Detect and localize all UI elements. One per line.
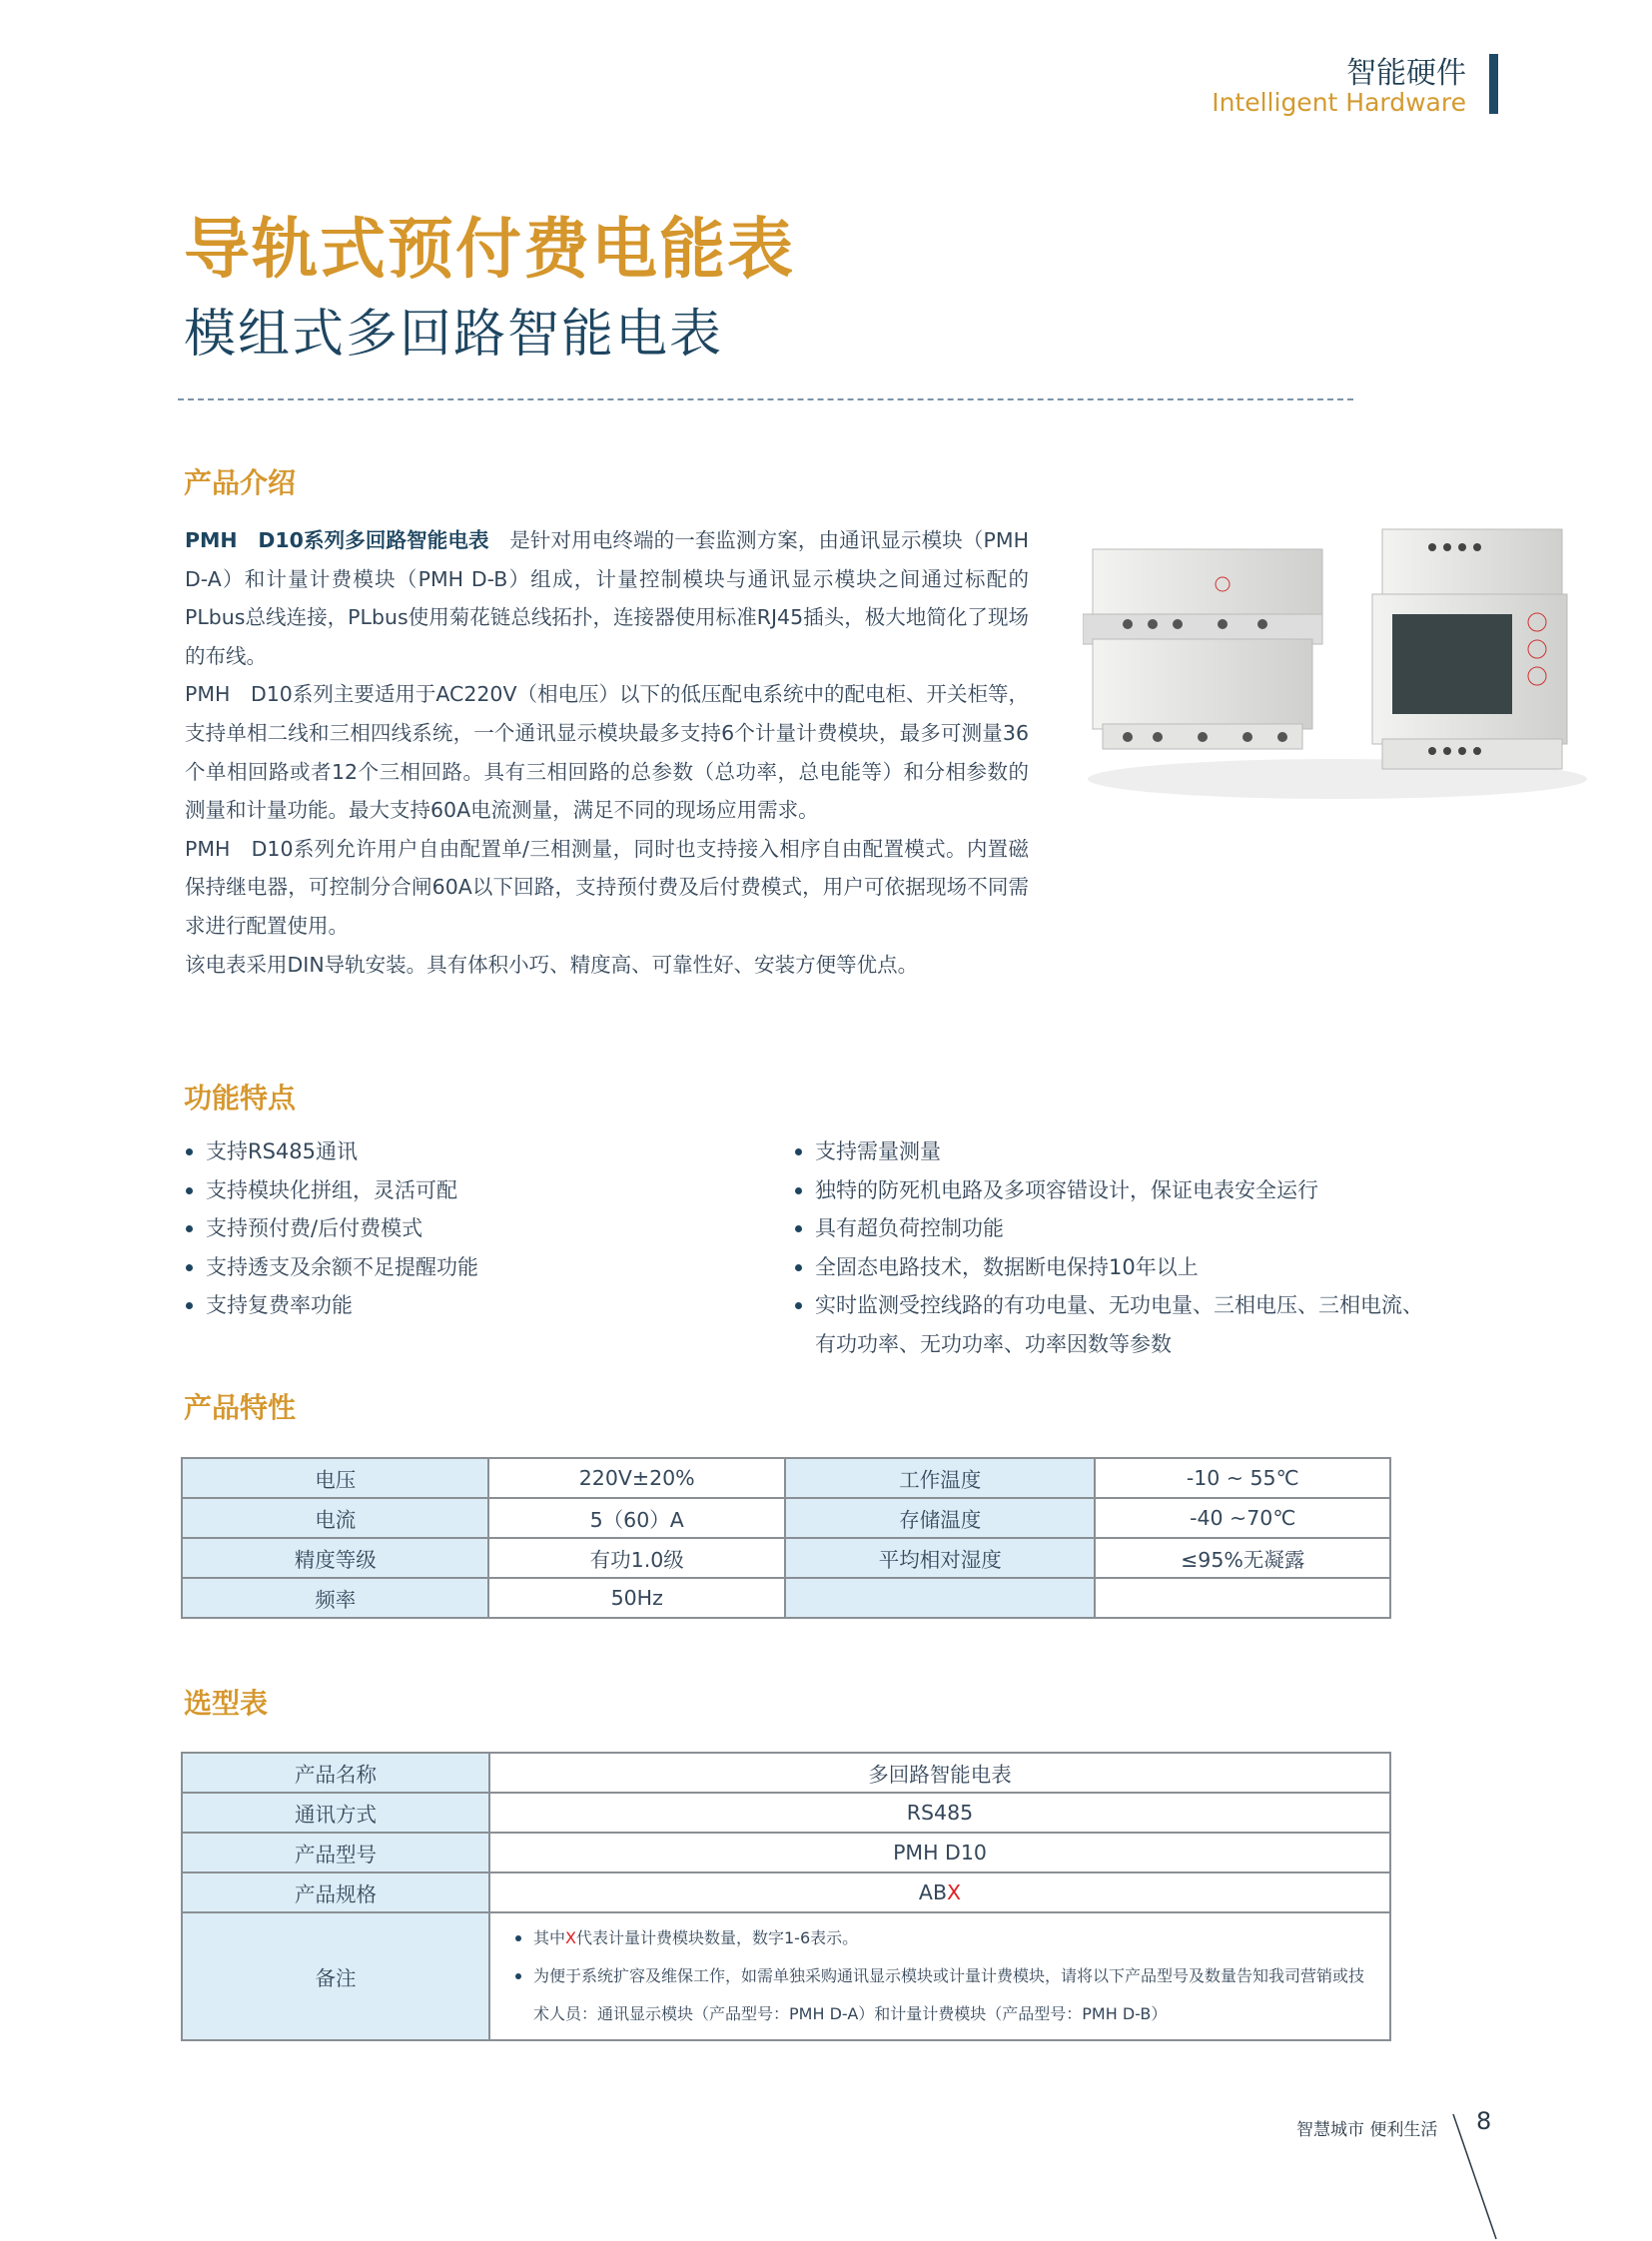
spec-variable: X (947, 1880, 962, 1904)
footer-slogan: 智慧城市 便利生活 (1296, 2120, 1438, 2140)
spec-label (785, 1578, 1095, 1618)
feature-item: 支持模块化拼组，灵活可配 (184, 1171, 743, 1210)
spec-value: -10 ~ 55℃ (1095, 1458, 1390, 1498)
spec-value: 5（60）A (488, 1498, 785, 1538)
feature-item: 支持复费率功能 (184, 1286, 743, 1325)
spec-value: 有功1.0级 (488, 1538, 785, 1578)
feature-item: 独特的防死机电路及多项容错设计，保证电表安全运行 (793, 1171, 1442, 1210)
table-row (182, 1578, 1390, 1618)
feature-item: 支持预付费/后付费模式 (184, 1209, 743, 1248)
page-number: 8 (1476, 2107, 1492, 2135)
spec-label: 精度等级 (182, 1538, 488, 1578)
product-image (1083, 519, 1592, 804)
note-text: 代表计量计费模块数量，数字1-6表示。 (575, 1928, 859, 1947)
spec-value: AB (918, 1880, 948, 1904)
selection-table (181, 1752, 1391, 2041)
table-row (182, 1538, 1390, 1578)
feature-item: 支持需量测量 (793, 1132, 1442, 1171)
page-subtitle: 模组式多回路智能电表 (184, 305, 724, 365)
intro-text (185, 521, 1029, 984)
table-row (182, 1458, 1390, 1498)
spec-value: ≤95%无凝露 (1095, 1538, 1390, 1578)
row-value (489, 1872, 1390, 1912)
table-row (182, 1833, 1390, 1872)
intro-p4: 该电表采用DIN导轨安装。具有体积小巧、精度高、可靠性好、安装方便等优点。 (185, 952, 919, 977)
table-row (182, 1912, 1390, 2040)
spec-value (1095, 1578, 1390, 1618)
header-category-en: Intelligent Hardware (1212, 88, 1466, 117)
row-label: 产品规格 (182, 1872, 489, 1912)
spec-value: -40 ~70℃ (1095, 1498, 1390, 1538)
table-row (182, 1793, 1390, 1833)
spec-label: 工作温度 (785, 1458, 1095, 1498)
section-heading-selection: 选型表 (184, 1687, 269, 1720)
intro-lead: PMH D10系列多回路智能电表 (185, 528, 489, 552)
table-row (182, 1872, 1390, 1912)
note-text: 其中 (533, 1928, 566, 1947)
spec-label: 电流 (182, 1498, 488, 1538)
spec-label: 频率 (182, 1578, 488, 1618)
notes (489, 1912, 1390, 2040)
intro-p3: PMH D10系列允许用户自由配置单/三相测量，同时也支持接入相序自由配置模式。内置磁保持继电器，可控制分合闸60A以下回路，支持预付费及后付费模式，用户可依据现场不同需求进行配置使用。 (185, 836, 1029, 938)
feature-item: 支持RS485通讯 (184, 1132, 743, 1171)
spec-label: 存储温度 (785, 1498, 1095, 1538)
feature-item: 具有超负荷控制功能 (793, 1209, 1442, 1248)
row-label: 通讯方式 (182, 1793, 489, 1833)
features-list-right (793, 1132, 1442, 1364)
table-row (182, 1753, 1390, 1793)
divider (178, 398, 1353, 400)
note-variable: X (565, 1928, 576, 1947)
features-list-left (184, 1132, 743, 1325)
row-label: 产品名称 (182, 1753, 489, 1793)
header-category-cn: 智能硬件 (1346, 56, 1466, 91)
header-accent-bar (1489, 54, 1498, 114)
spec-label: 电压 (182, 1458, 488, 1498)
section-heading-intro: 产品介绍 (184, 466, 297, 499)
section-heading-features: 功能特点 (184, 1082, 297, 1115)
feature-item: 支持透支及余额不足提醒功能 (184, 1248, 743, 1287)
row-value: PMH D10 (489, 1833, 1390, 1872)
spec-label: 平均相对湿度 (785, 1538, 1095, 1578)
spec-value: 50Hz (488, 1578, 785, 1618)
row-value: RS485 (489, 1793, 1390, 1833)
feature-item: 实时监测受控线路的有功电量、无功电量、三相电压、三相电流、有功功率、无功功率、功率因数等参数 (793, 1286, 1442, 1363)
page-title: 导轨式预付费电能表 (184, 211, 795, 288)
table-row (182, 1498, 1390, 1538)
intro-p1: 是针对用电终端的一套监测方案，由通讯显示模块（PMH D-A）和计量计费模块（PMH D-B）组成，计量控制模块与通讯显示模块之间通过标配的PLbus总线连接，PLbus使用菊花链总线拓扑，连接器使用标准RJ45插头，极大地简化了现场的布线。 (185, 528, 1029, 668)
note-item: 为便于系统扩容及维保工作，如需单独采购通讯显示模块或计量计费模块，请将以下产品型号及数量告知我司营销或技术人员：通讯显示模块（产品型号：PMH D-A）和计量计费模块（产品型号：PMH D-B） (515, 1957, 1364, 2033)
intro-p2: PMH D10系列主要适用于AC220V（相电压）以下的低压配电系统中的配电柜、开关柜等，支持单相二线和三相四线系统，一个通讯显示模块最多支持6个计量计费模块，最多可测量36个单相回路或者12个三相回路。具有三相回路的总参数（总功率，总电能等）和分相参数的测量和计量功能。最大支持60A电流测量，满足不同的现场应用需求。 (185, 682, 1029, 823)
specs-table (181, 1457, 1391, 1619)
feature-item: 全固态电路技术，数据断电保持10年以上 (793, 1248, 1442, 1287)
note-item (515, 1919, 1364, 1957)
section-heading-specs: 产品特性 (184, 1391, 297, 1424)
row-label: 产品型号 (182, 1833, 489, 1872)
row-label: 备注 (182, 1912, 489, 2040)
row-value: 多回路智能电表 (489, 1753, 1390, 1793)
spec-value: 220V±20% (488, 1458, 785, 1498)
